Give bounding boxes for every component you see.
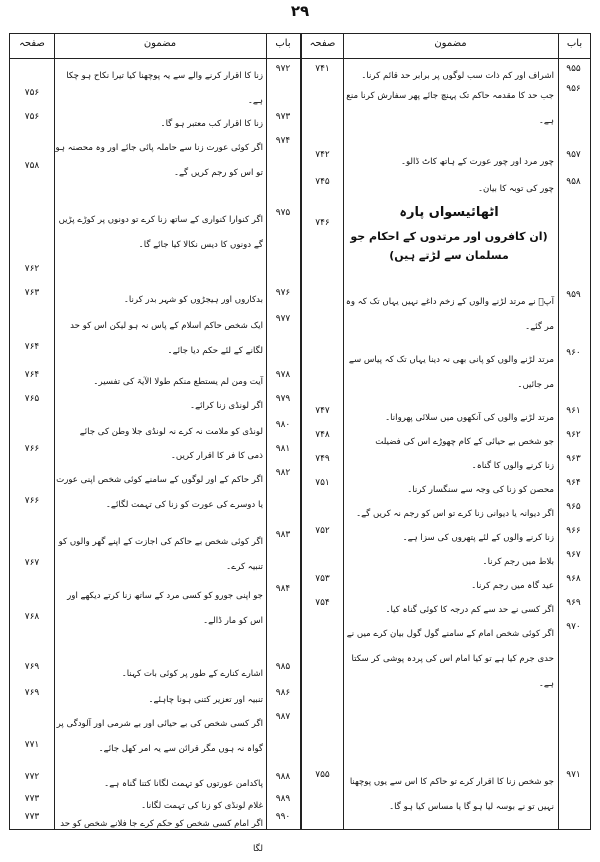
list-item: ۹۵۶ جب حد کا مقدمہ حاکم تک پہنچ جائے پھر سفارش کرنا منع ہے۔ [346, 84, 581, 126]
list-item: ۹۶۱ ۷۴۷ مرتد لڑنے والوں کی آنکھوں میں سلائی پھروانا۔ [315, 406, 581, 423]
list-item: ۹۷۷ ۷۶۴ ایک شخص حاکم اسلام کے پاس نہ ہو لیکن اس کو حد لگانے کے لئے حکم دیا جائے۔ [24, 314, 291, 356]
list-item: ۹۷۶ ۷۶۳ بدکاروں اور ہیجڑوں کو شہر بدر کرنا۔ [24, 288, 291, 305]
list-item: ۹۸۸ ۷۷۲ پاکدامن عورتوں کو تہمت لگانا کتنا گناہ ہے۔ [24, 772, 291, 789]
list-item: ۹۷۹ ۷۶۵ اگر لونڈی زنا کرائے۔ [24, 394, 291, 411]
header-mazmoon-right: مضمون [434, 38, 467, 49]
header-safha-right: صفحہ [309, 38, 336, 49]
section-heading-title: اٹھائیسواں پارہ [399, 205, 499, 220]
list-item: ۹۷۴ ۷۵۸ اگر کوئی عورت زنا سے حاملہ پائی جائے اور وہ محصنہ ہو تو اس کو رجم کریں گے۔ [24, 136, 291, 178]
list-item: ۹۸۵ ۷۶۹ اشارے کنارے کے طور پر کوئی بات کہنا۔ [24, 662, 291, 679]
right-column [302, 60, 590, 827]
header-mazmoon-left: مضمون [143, 38, 177, 49]
list-item: ۹۶۰ مرتد لڑنے والوں کو پانی بھی نہ دینا یہاں تک کہ پیاس سے مر جائیں۔ [348, 348, 581, 390]
list-item: ۹۸۲ ۷۶۶ اگر حاکم کے اور لوگوں کے سامنے کوئی شخص اپنی عورت یا دوسرے کی عورت کو زنا کی تہمت لگائے۔ [24, 468, 291, 510]
list-item: ۹۸۶ ۷۶۹ تنبیہ اور تعزیر کتنی ہونا چاہئے۔ [24, 688, 291, 705]
page-number: ۲۹ [290, 2, 310, 20]
list-item: ۹۶۷ بلاط میں رجم کرنا۔ [482, 550, 581, 567]
list-item: ۹۹۰ ۷۷۳ اگر امام کسی شخص کو حکم کرے جا فلانے شخص کو حد لگا [24, 812, 291, 854]
list-item: ۹۷۱ ۷۵۵ جو شخص زنا کا اقرار کرے تو حاکم کا اس سے یوں پوچھنا نہیں تو نے بوسہ لیا ہو گا یا مساس کیا ہو گا۔ [315, 770, 581, 812]
list-item: ۹۵۸ ۷۴۵ چور کی توبہ کا بیان۔ [315, 177, 581, 194]
list-item: ۹۶۴ ۷۵۱ محصن کو زنا کی وجہ سے سنگسار کرنا۔ [315, 478, 581, 495]
list-item: ۹۸۴ ۷۶۸ جو اپنی جورو کو کسی مرد کے ساتھ زنا کرتے دیکھے اور اس کو مار ڈالے۔ [24, 584, 291, 626]
header-bab-right: باب [566, 38, 583, 49]
list-item: ۹۶۸ ۷۵۳ عید گاہ میں رجم کرنا۔ [315, 574, 581, 591]
list-item: ۹۶۶ ۷۵۲ زنا کرنے والوں کے لئے پتھروں کی سزا ہے۔ [315, 526, 581, 543]
list-item: ۹۸۱ ۷۶۶ ذمی کا فر کا اقرار کریں۔ [24, 444, 291, 461]
list-item: ۹۷۳ ۷۵۶ زنا کا اقرار کب معتبر ہو گا۔ [24, 112, 291, 129]
left-column [10, 60, 300, 854]
header-bab-left: باب [275, 38, 291, 49]
list-item: ۹۶۵ اگر دیوانہ یا دیوانی زنا کرے تو اس کو رجم نہ کریں گے۔ [356, 502, 581, 519]
list-item: ۹۷۵ ۷۶۲ اگر کنوارا کنواری کے ساتھ زنا کرے تو دونوں پر کوڑے پڑیں گے دونوں کا دیس نکالا کیا جائے گا۔ [24, 208, 291, 274]
section-heading-subtitle: (ان کافروں اور مرتدوں کے احکام جو مسلمان سے لڑتے ہیں) [350, 230, 548, 262]
list-item: ۹۸۹ ۷۷۳ غلام لونڈی کو زنا کی تہمت لگانا۔ [24, 794, 291, 811]
header-safha-left: صفحہ [19, 38, 45, 49]
list-item: ۹۵۹ ۷۴۶ آپؐ نے مرتد لڑنے والوں کے زخم داغے نہیں یہاں تک کہ وہ مر گئے۔ [315, 218, 581, 332]
list-item: ۹۶۹ ۷۵۴ اگر کسی نے حد سے کم درجہ کا کوئی گناہ کیا۔ [315, 598, 581, 615]
list-item: ۹۷۸ ۷۶۴ آیت ومن لم یستطع منکم طولا الآیۃ کی تفسیر۔ [24, 370, 291, 387]
index-table [9, 33, 591, 854]
list-item: ۹۷۰ اگر کوئی شخص امام کے سامنے گول گول بیان کرے میں نے حدی جرم کیا ہے تو کیا امام اس کی پردہ پوشی کر سکتا ہے۔ [346, 622, 581, 689]
list-item: ۹۵۵ ۷۴۱ اشراف اور کم ذات سب لوگوں پر برابر حد قائم کرنا۔ [315, 64, 581, 81]
list-item: ۹۷۲ ۷۵۶ زنا کا اقرار کرنے والے سے یہ پوچھنا کیا تیرا نکاح ہو چکا ہے۔ [24, 64, 291, 106]
list-item: ۹۸۷ ۷۷۱ اگر کسی شخص کی بے حیائی اور بے شرمی اور آلودگی پر گواہ نہ ہوں مگر قرائن سے یہ امر کھل جائے۔ [24, 712, 291, 754]
list-item: ۹۶۳ ۷۴۹ زنا کرنے والوں کا گناہ۔ [315, 454, 581, 471]
list-item: ۹۶۲ ۷۴۸ جو شخص بے حیائی کے کام چھوڑے اس کی فضیلت [315, 430, 581, 447]
list-item: ۹۸۳ ۷۶۷ اگر کوئی شخص بے حاکم کی اجازت کے اپنے گھر والوں کو تنبیہ کرے۔ [24, 530, 291, 572]
list-item: ۹۸۰ لونڈی کو ملامت نہ کرے نہ لونڈی جلا وطن کی جائے [79, 420, 291, 437]
list-item: ۹۵۷ ۷۴۲ چور مرد اور چور عورت کے ہاتھ کاٹ ڈالو۔ [315, 150, 581, 167]
